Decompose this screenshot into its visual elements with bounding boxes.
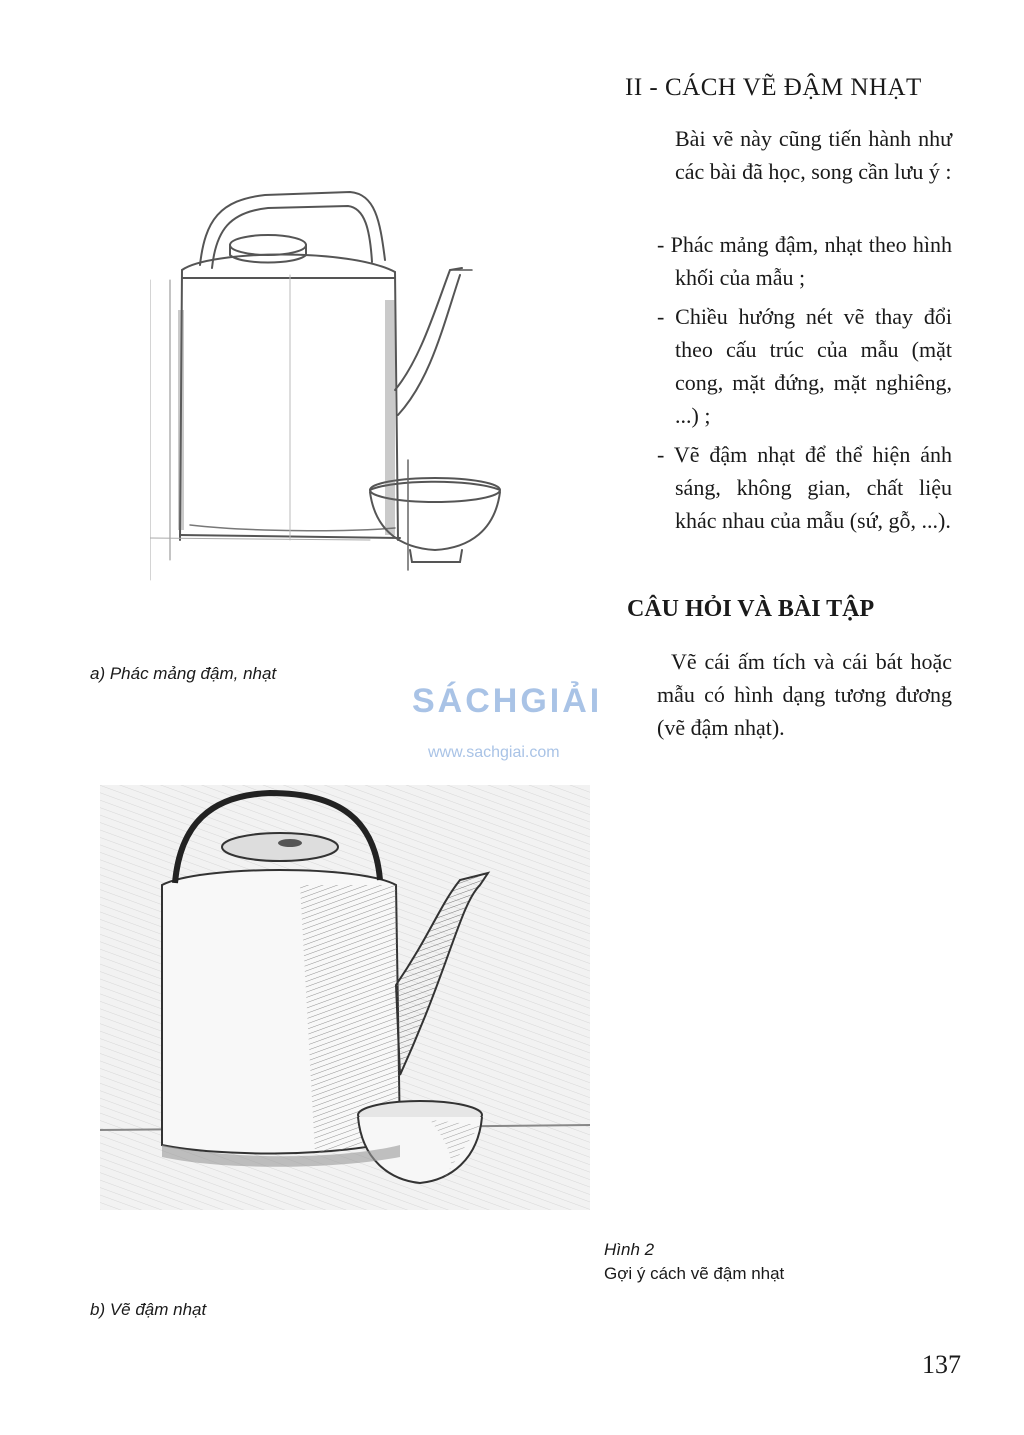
- section-heading: II - CÁCH VẼ ĐẬM NHẠT: [625, 74, 922, 101]
- figure-a-sketch: [150, 160, 590, 630]
- watermark-brand: SÁCHGIẢI: [412, 682, 603, 720]
- bullet-item: - Chiều hướng nét vẽ thay đổi theo cấu trúc của mẫu (mặt cong, mặt đứng, mặt nghiêng, ...) ;: [657, 304, 952, 428]
- figure-b-caption: b) Vẽ đậm nhạt: [90, 1300, 207, 1319]
- figure-number: Hình 2: [604, 1240, 655, 1259]
- figure-title: Gợi ý cách vẽ đậm nhạt: [604, 1264, 785, 1283]
- bullet-item: - Vẽ đậm nhạt để thể hiện ánh sáng, không gian, chất liệu khác nhau của mẫu (sứ, gỗ, ...).: [657, 442, 952, 533]
- figure-b-drawing: [100, 785, 590, 1210]
- page-number: 137: [922, 1350, 961, 1379]
- bullet-list: [657, 228, 952, 537]
- figure-a-caption: a) Phác mảng đậm, nhạt: [90, 664, 277, 683]
- questions-text: Vẽ cái ấm tích và cái bát hoặc mẫu có hình dạng tương đương (vẽ đậm nhạt).: [657, 649, 952, 740]
- questions-heading: CÂU HỎI VÀ BÀI TẬP: [627, 596, 875, 622]
- bullet-item: - Phác mảng đậm, nhạt theo hình khối của mẫu ;: [657, 232, 952, 290]
- section-intro: Bài vẽ này cũng tiến hành như các bài đã học, song cần lưu ý :: [675, 126, 952, 184]
- watermark-url: www.sachgiai.com: [428, 744, 560, 761]
